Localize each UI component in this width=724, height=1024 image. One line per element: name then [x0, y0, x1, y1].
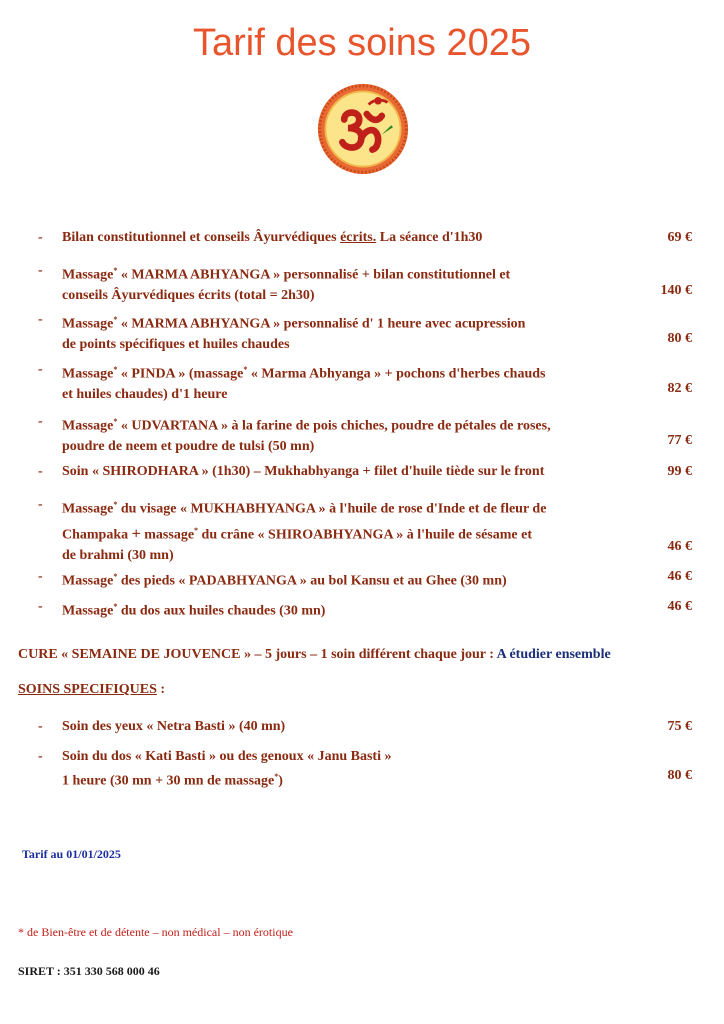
list-dash: - — [38, 497, 43, 512]
list-dash: - — [38, 362, 43, 377]
list-dash: - — [38, 569, 43, 584]
item-description: Massage* des pieds « PADABHYANGA » au bol Kansu et au Ghee (30 mn) — [62, 572, 507, 589]
item-description: Bilan constitutionnel et conseils Âyurvédiques écrits. La séance d'1h30 — [62, 230, 483, 245]
om-symbol-icon — [316, 82, 410, 176]
item-price: 46 € — [667, 599, 692, 614]
list-dash: - — [38, 230, 43, 245]
list-dash: - — [38, 263, 43, 278]
item-price: 77 € — [667, 433, 692, 448]
item-price: 82 € — [667, 381, 692, 396]
list-dash: - — [38, 464, 43, 479]
footnote: * de Bien-être et de détente – non médical – non érotique — [18, 925, 293, 939]
item-description: Massage* « MARMA ABHYANGA » personnalisé d' 1 heure avec acupression de points spécifiques et huiles chaudes — [62, 315, 526, 352]
list-dash: - — [38, 414, 43, 429]
siret: SIRET : 351 330 568 000 46 — [18, 964, 160, 978]
tarif-date: Tarif au 01/01/2025 — [22, 847, 121, 861]
item-description: Massage* du visage « MUKHABHYANGA » à l'huile de rose d'Inde et de fleur de Champaka + massage* du crâne « SHIROABHYANGA » à l'huile de sésame et de brahmi (30 mn) — [62, 500, 547, 564]
item-description: Soin « SHIRODHARA » (1h30) – Mukhabhyanga + filet d'huile tiède sur le front — [62, 464, 545, 479]
item-price: 80 € — [667, 768, 692, 783]
item-description: Massage* « PINDA » (massage* « Marma Abhyanga » + pochons d'herbes chauds et huiles chaudes) d'1 heure — [62, 365, 546, 402]
cure-highlight: A étudier ensemble — [496, 647, 611, 662]
item-price: 46 € — [667, 539, 692, 554]
list-dash: - — [38, 312, 43, 327]
item-price: 46 € — [667, 569, 692, 584]
cure-line: CURE « SEMAINE DE JOUVENCE » – 5 jours – 1 soin différent chaque jour : A étudier ensemble — [18, 647, 611, 662]
item-description: Massage* « UDVARTANA » à la farine de pois chiches, poudre de pétales de roses, poudre de neem et poudre de tulsi (50 mn) — [62, 417, 551, 454]
item-price: 80 € — [667, 331, 692, 346]
list-dash: - — [38, 599, 43, 614]
list-dash: - — [38, 749, 43, 764]
section-heading: SOINS SPECIFIQUES : — [18, 682, 166, 697]
item-description: Massage* « MARMA ABHYANGA » personnalisé + bilan constitutionnel et conseils Âyurvédiques écrits (total = 2h30) — [62, 266, 511, 303]
list-dash: - — [38, 719, 43, 734]
item-description: Soin des yeux « Netra Basti » (40 mn) — [62, 719, 286, 734]
item-price: 69 € — [667, 230, 692, 245]
item-price: 75 € — [667, 719, 692, 734]
item-description: Soin du dos « Kati Basti » ou des genoux « Janu Basti » 1 heure (30 mn + 30 mn de massage*) — [62, 749, 392, 789]
item-price: 140 € — [660, 283, 692, 298]
item-price: 99 € — [667, 464, 692, 479]
page-title: Tarif des soins 2025 — [193, 22, 531, 64]
item-description: Massage* du dos aux huiles chaudes (30 mn) — [62, 602, 326, 619]
